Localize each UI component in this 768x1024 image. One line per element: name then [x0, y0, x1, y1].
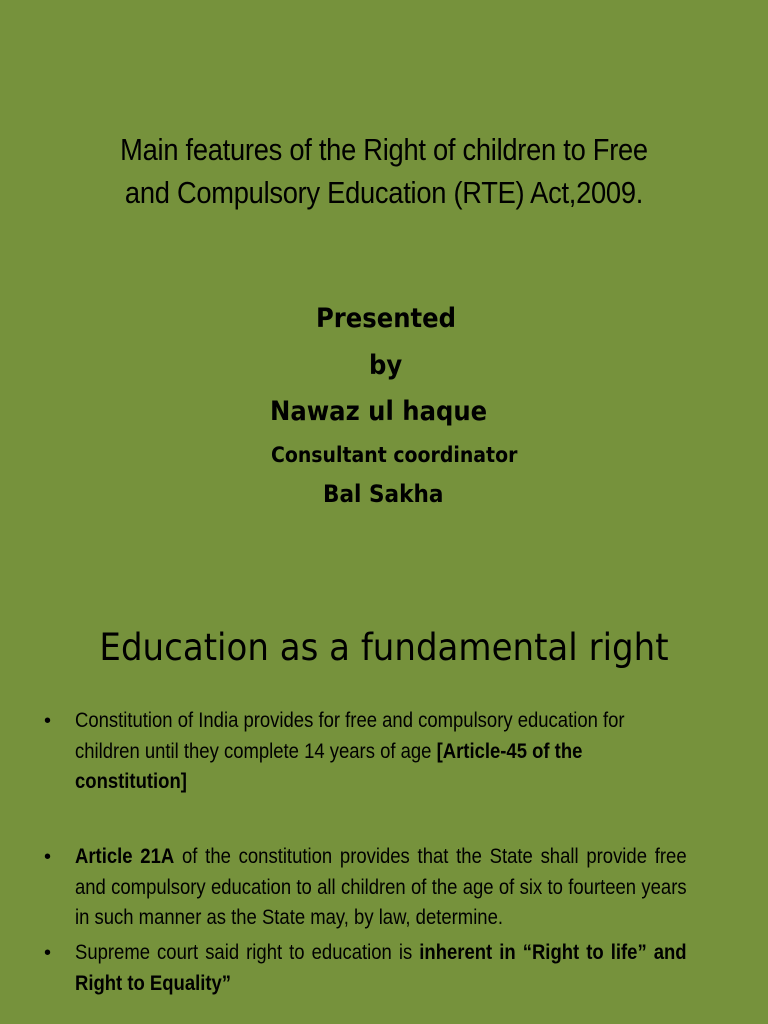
by-label: by	[369, 350, 403, 381]
bullet-text	[75, 938, 687, 999]
bullet-point-icon: •	[44, 710, 52, 732]
slide-heading: Education as a fundamental right	[99, 626, 669, 669]
bullet-plain-text: Constitution of India provides for free and compulsory education for children until they complete 14 years of age	[75, 709, 625, 763]
presenter-role: Consultant coordinator	[271, 443, 518, 467]
slide-title-line-1: Main features of the Right of children to Free	[120, 132, 648, 167]
bullet-point-icon: •	[44, 942, 52, 964]
presented-label: Presented	[316, 303, 457, 334]
bullet-plain-text: of the constitution provides that the State shall provide free and compulsory education to all children of the age of six to fourteen years in such manner as the State may, by law, determine.	[75, 845, 687, 929]
slide-title	[67, 128, 701, 214]
slide-title-line-2: and Compulsory Education (RTE) Act,2009.	[124, 175, 644, 210]
content-slide	[0, 596, 768, 1024]
bullet-plain-text: Supreme court said right to education is	[75, 941, 420, 964]
bullet-bold-text: Article 21A	[75, 845, 175, 868]
bullet-point-icon: •	[44, 846, 52, 868]
bullet-text	[75, 842, 687, 934]
bullet-bold-text: [Article-45 of the constitution]	[75, 739, 583, 793]
presenter-name: Nawaz ul haque	[270, 396, 488, 427]
bullet-text	[75, 706, 687, 798]
bullet-bold-text: inherent in “Right to life” and Right to Equality”	[75, 941, 687, 995]
presenter-organization: Bal Sakha	[323, 480, 444, 508]
